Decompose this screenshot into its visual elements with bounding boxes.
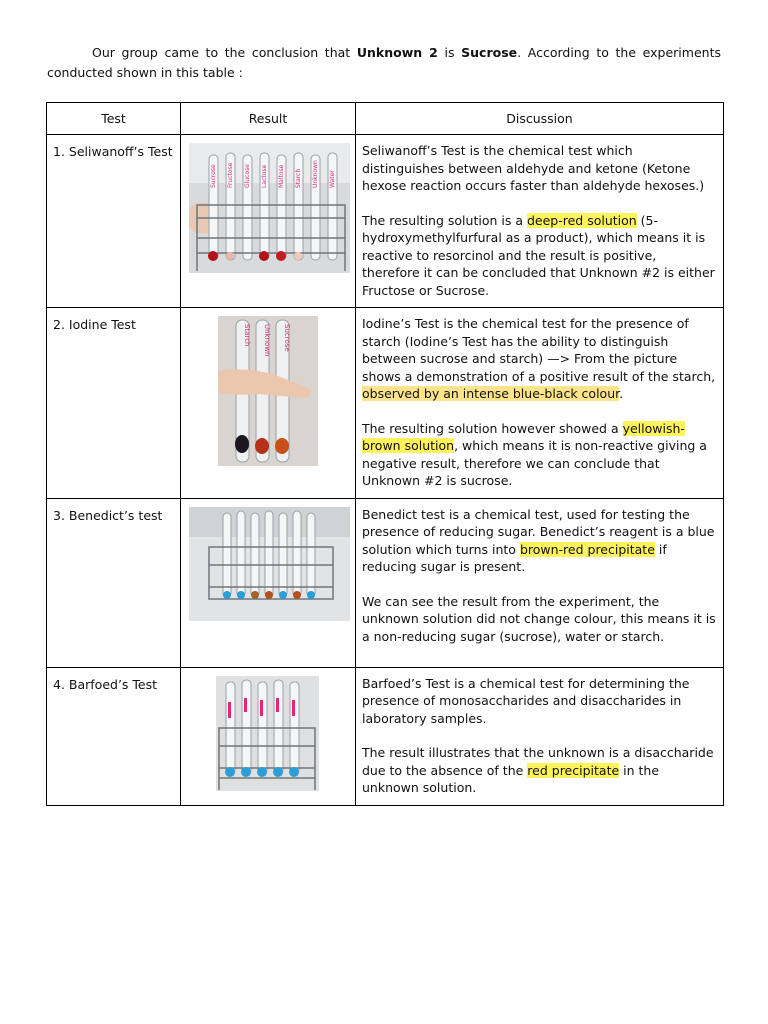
test-name-cell: [47, 667, 181, 805]
result-cell: [181, 308, 356, 499]
tube-label-5: Maltose: [278, 164, 285, 188]
test-name-cell: [47, 498, 181, 667]
discussion-result-text: The resulting solution is a deep-red solution (5-hydroxymethylfurfural as a product), which means it is reactive to resorcinol and the result is positive, therefore it can be concluded that Unknown #2 is either Fructose or Sucrose.: [362, 212, 715, 298]
unknown-label: Unknown 2: [356, 45, 438, 60]
highlighted-term: observed by an intense blue-black colour: [362, 386, 620, 401]
tube-label-6: Starch: [295, 168, 302, 188]
test-name: 4. Barfoed’s Test: [53, 676, 158, 692]
discussion-text: Barfoed’s Test is a chemical test for determining the presence of monosaccharides and disaccharides in laboratory samples.: [362, 675, 690, 726]
discussion-cell: [356, 308, 724, 499]
highlighted-term: yellowish-brown solution: [362, 420, 685, 453]
sucrose-label: Sucrose: [461, 45, 518, 60]
result-cell: [181, 498, 356, 667]
result-cell: [181, 135, 356, 308]
result-cell: [181, 667, 356, 805]
table-row: [47, 308, 724, 499]
test-name-cell: [47, 308, 181, 499]
test-tubes: [223, 511, 315, 597]
discussion-text: Iodine’s Test is the chemical test for the presence of starch (Iodine’s Test has the ability to distinguish between sucrose and starch) —> From the picture shows a demonstration of a positive result of the starch, observed by an intense blue-black colour.: [362, 316, 716, 401]
header-test: Test: [47, 103, 181, 135]
benedict-photo: [189, 507, 350, 621]
header-discussion: Discussion: [356, 103, 724, 135]
tube-label-1: Starch: [243, 324, 251, 347]
discussion-text: Benedict test is a chemical test, used for testing the presence of reducing sugar. Benedict’s reagent is a blue solution which turns into brown-red precipitate if reducing sugar is present.: [362, 506, 715, 574]
discussion-result-text: The resulting solution however showed a yellowish-brown solution, which means it is non-reactive giving a negative result, therefore we can conclude that Unknown #2 is sucrose.: [362, 420, 707, 488]
results-table: [46, 102, 724, 806]
highlighted-term: brown-red precipitate: [519, 541, 655, 557]
tube-label-2: Fructose: [227, 162, 234, 188]
tube-label-4: Lactose: [261, 164, 268, 188]
test-name: 1. Seliwanoff’s Test: [53, 144, 173, 159]
intro-paragraph: Our group came to the conclusion that Unknown 2 is Sucrose. According to the experiments conducted shown in this table :: [47, 45, 721, 80]
discussion-text: Seliwanoff’s Test is the chemical test which distinguishes between aldehyde and ketone (Ketone hexose reaction occurs faster than aldehyde hexoses.): [362, 143, 705, 193]
table-row: [47, 135, 724, 308]
tube-label-2: Unknown: [263, 324, 271, 357]
discussion-result-text: The result illustrates that the unknown is a disaccharide due to the absence of the red precipitate in the unknown solution.: [362, 745, 714, 795]
tube-label-1: Sucrose: [210, 164, 217, 188]
table-row: [47, 667, 724, 805]
test-name-cell: [47, 135, 181, 308]
header-result: Result: [181, 103, 356, 135]
test-name: 3. Benedict’s test: [53, 507, 163, 523]
table-row: [47, 498, 724, 667]
discussion-cell: [356, 498, 724, 667]
tube-label-3: Sucrose: [283, 324, 291, 352]
discussion-cell: [356, 667, 724, 805]
barfoed-photo: [216, 676, 319, 791]
tube-label-8: Water: [329, 170, 336, 188]
tube-label-3: Glucose: [244, 164, 251, 188]
discussion-cell: [356, 135, 724, 308]
iodine-photo: [218, 316, 318, 466]
test-name: 2. Iodine Test: [53, 317, 136, 332]
seliwanoff-photo: [189, 143, 350, 273]
highlighted-term: deep-red solution: [526, 212, 637, 228]
discussion-result-text: We can see the result from the experiment, the unknown solution did not change colour, this means it is a non-reducing sugar (sucrose), water or starch.: [362, 593, 716, 644]
table-header-row: [47, 103, 724, 135]
tube-label-7: Unknown: [312, 160, 319, 188]
highlighted-term: red precipitate: [527, 762, 620, 778]
